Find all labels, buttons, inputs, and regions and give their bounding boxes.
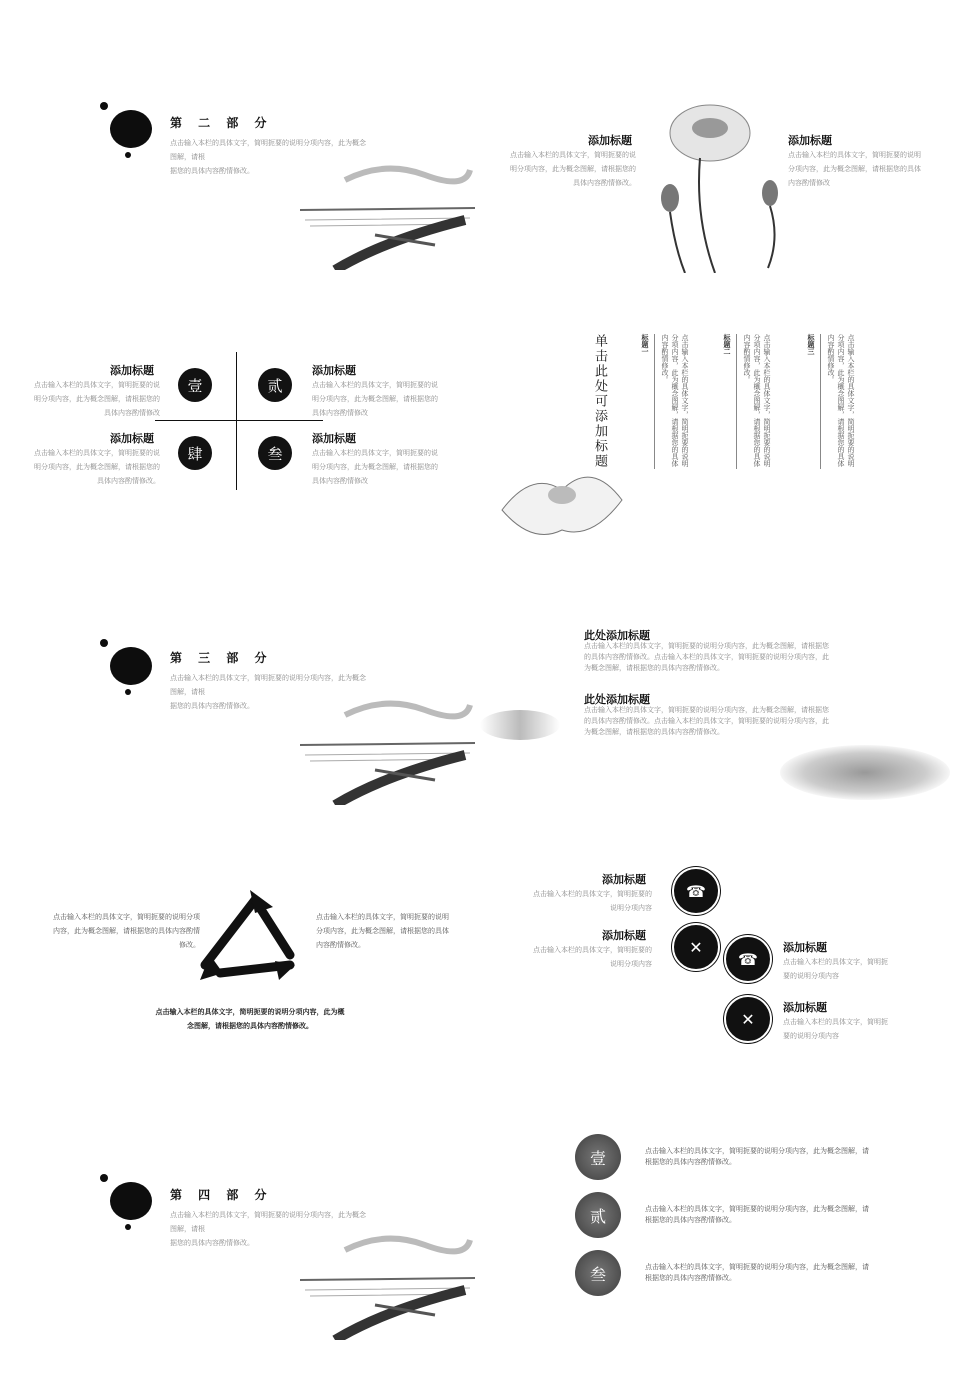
ink-dot [100, 1174, 108, 1182]
tools-icon: ✕ [672, 923, 720, 971]
badge-one: 壹 [178, 368, 212, 402]
slide-part-four [0, 1120, 480, 1390]
item-title: 添加标题 [602, 873, 646, 886]
item-title: 添加标题 [783, 941, 827, 954]
badge-three: 叁 [575, 1250, 621, 1296]
slide-two-headings [480, 585, 960, 855]
ink-dot [100, 102, 108, 110]
tools-icon: ✕ [724, 995, 772, 1043]
column-rule [654, 334, 655, 469]
lotus-sketch [492, 450, 627, 545]
column-desc: 点击输入本栏的具体文字，简明扼要的说明分项内容，此为概念图解，请根据您的具体内容酌情修改。 [661, 334, 689, 467]
section-desc-line: 点击输入本栏的具体文字，简明扼要的说明分项内容，此为概念图解，请根 [170, 1211, 366, 1233]
divider-vertical [236, 352, 237, 490]
ink-dot [125, 152, 131, 158]
item-desc: 点击输入本栏的具体文字，简明扼要的说明分项内容，此为概念图解，请根据您的具体内容酌情修改 [312, 381, 438, 417]
column-desc: 点击输入本栏的具体文字，简明扼要的说明分项内容，此为概念图解，请根据您的具体内容酌情修改。 [743, 334, 771, 467]
phone-icon: ☎ [672, 867, 720, 915]
badge-two: 贰 [575, 1192, 621, 1238]
slide-icon-items [480, 855, 960, 1125]
column-title: 标题二 [723, 334, 731, 355]
heading-one: 此处添加标题 [584, 629, 650, 642]
item-title: 添加标题 [602, 929, 646, 942]
left-title: 添加标题 [588, 134, 632, 147]
section-desc-line: 据您的具体内容酌情修改。 [170, 702, 254, 710]
item-desc: 点击输入本栏的具体文字，简明扼要的说明分项内容，此为概念图解，请根据您的具体内容酌情修改。 [645, 1147, 869, 1166]
badge-two: 贰 [258, 368, 292, 402]
lake-painting [295, 695, 480, 805]
item-desc: 点击输入本栏的具体文字，简明扼要的说明分项内容，此为概念图解，请根据您的具体内容酌情修改。 [645, 1205, 869, 1224]
slide-numbered-list [480, 1120, 960, 1390]
lotus-illustration [640, 88, 780, 273]
item-title: 添加标题 [783, 1001, 827, 1014]
item-desc: 点击输入本栏的具体文字，简明扼要的说明分项内容，此为概念图解，请根据您的具体内容酌情修改 [312, 449, 438, 485]
slide-part-three [0, 585, 480, 855]
ink-splash [110, 110, 152, 148]
slide-four-items [0, 320, 480, 590]
column-rule [820, 334, 821, 469]
phone-icon: ☎ [724, 935, 772, 983]
item-title: 添加标题 [110, 364, 154, 377]
section-desc-line: 点击输入本栏的具体文字，简明扼要的说明分项内容，此为概念图解，请根 [170, 674, 366, 696]
ink-dot [125, 1224, 131, 1230]
item-desc: 点击输入本栏的具体文字，简明扼要的说明分项内容，此为概念图解，请根据您的具体内容酌情修改 [34, 381, 160, 417]
left-desc: 点击输入本栏的具体文字，简明扼要的说明分项内容，此为概念图解，请根据您的具体内容酌情修改。 [510, 151, 636, 187]
column-title: 标题一 [641, 334, 649, 355]
section-desc-line: 据您的具体内容酌情修改。 [170, 1239, 254, 1247]
item-desc: 点击输入本栏的具体文字，简明扼要的说明分项内容 [783, 1018, 888, 1040]
item-desc: 点击输入本栏的具体文字，简明扼要的说明分项内容 [533, 890, 652, 912]
slide-vertical-columns [480, 320, 960, 590]
right-title: 添加标题 [788, 134, 832, 147]
item-desc: 点击输入本栏的具体文字，简明扼要的说明分项内容，此为概念图解，请根据您的具体内容酌情修改。 [645, 1263, 869, 1282]
section-desc-line: 据您的具体内容酌情修改。 [170, 167, 254, 175]
lake-painting [295, 160, 480, 270]
slide-arrow-cycle [0, 855, 480, 1125]
slide-lotus-titles [480, 70, 960, 340]
column-title: 标题三 [807, 334, 815, 355]
item-title: 添加标题 [110, 432, 154, 445]
item-desc: 点击输入本栏的具体文字，简明扼要的说明分项内容 [783, 958, 888, 980]
badge-three: 叁 [258, 436, 292, 470]
heading-two: 此处添加标题 [584, 693, 650, 706]
section-title: 第 四 部 分 [170, 1188, 273, 1202]
slide-part-two [0, 70, 480, 340]
cycle-arrows [195, 885, 305, 995]
section-title: 第 三 部 分 [170, 651, 273, 665]
divider-horizontal [155, 420, 323, 421]
ink-splash [110, 1182, 152, 1220]
section-title: 第 二 部 分 [170, 116, 273, 130]
badge-one: 壹 [575, 1134, 621, 1180]
item-desc: 点击输入本栏的具体文字，简明扼要的说明分项内容 [533, 946, 652, 968]
right-desc: 点击输入本栏的具体文字，简明扼要的说明分项内容，此为概念图解，请根据您的具体内容酌情修改 [788, 151, 921, 187]
bottom-desc: 点击输入本栏的具体文字，简明扼要的说明分项内容，此为概念图解，请根据您的具体内容酌情修改。 [155, 1008, 345, 1030]
headline: 单击此处可添加标题 [592, 334, 607, 469]
column-desc: 点击输入本栏的具体文字，简明扼要的说明分项内容，此为概念图解，请根据您的具体内容酌情修改。 [827, 334, 855, 467]
mist-left [480, 710, 560, 740]
badge-four: 肆 [178, 436, 212, 470]
left-desc: 点击输入本栏的具体文字，简明扼要的说明分项内容，此为概念图解，请根据您的具体内容酌情修改。 [53, 913, 200, 949]
ink-dot [125, 689, 131, 695]
ink-splash [110, 647, 152, 685]
item-title: 添加标题 [312, 432, 356, 445]
lake-painting [295, 1230, 480, 1340]
item-title: 添加标题 [312, 364, 356, 377]
section-desc-line: 点击输入本栏的具体文字，简明扼要的说明分项内容，此为概念图解，请根 [170, 139, 366, 161]
right-desc: 点击输入本栏的具体文字，简明扼要的说明分项内容，此为概念图解，请根据您的具体内容酌情修改。 [316, 913, 449, 949]
desc-two: 点击输入本栏的具体文字，简明扼要的说明分项内容，此为概念图解，请根据您的具体内容酌情修改。点击输入本栏的具体文字，简明扼要的说明分项内容，此为概念图解，请根据您的具体内容酌情修改。 [584, 706, 829, 736]
column-rule [736, 334, 737, 469]
mist-right [780, 745, 950, 800]
item-desc: 点击输入本栏的具体文字，简明扼要的说明分项内容，此为概念图解，请根据您的具体内容酌情修改。 [34, 449, 160, 485]
desc-one: 点击输入本栏的具体文字，简明扼要的说明分项内容，此为概念图解，请根据您的具体内容酌情修改。点击输入本栏的具体文字，简明扼要的说明分项内容，此为概念图解，请根据您的具体内容酌情修改。 [584, 642, 829, 672]
ink-dot [100, 639, 108, 647]
